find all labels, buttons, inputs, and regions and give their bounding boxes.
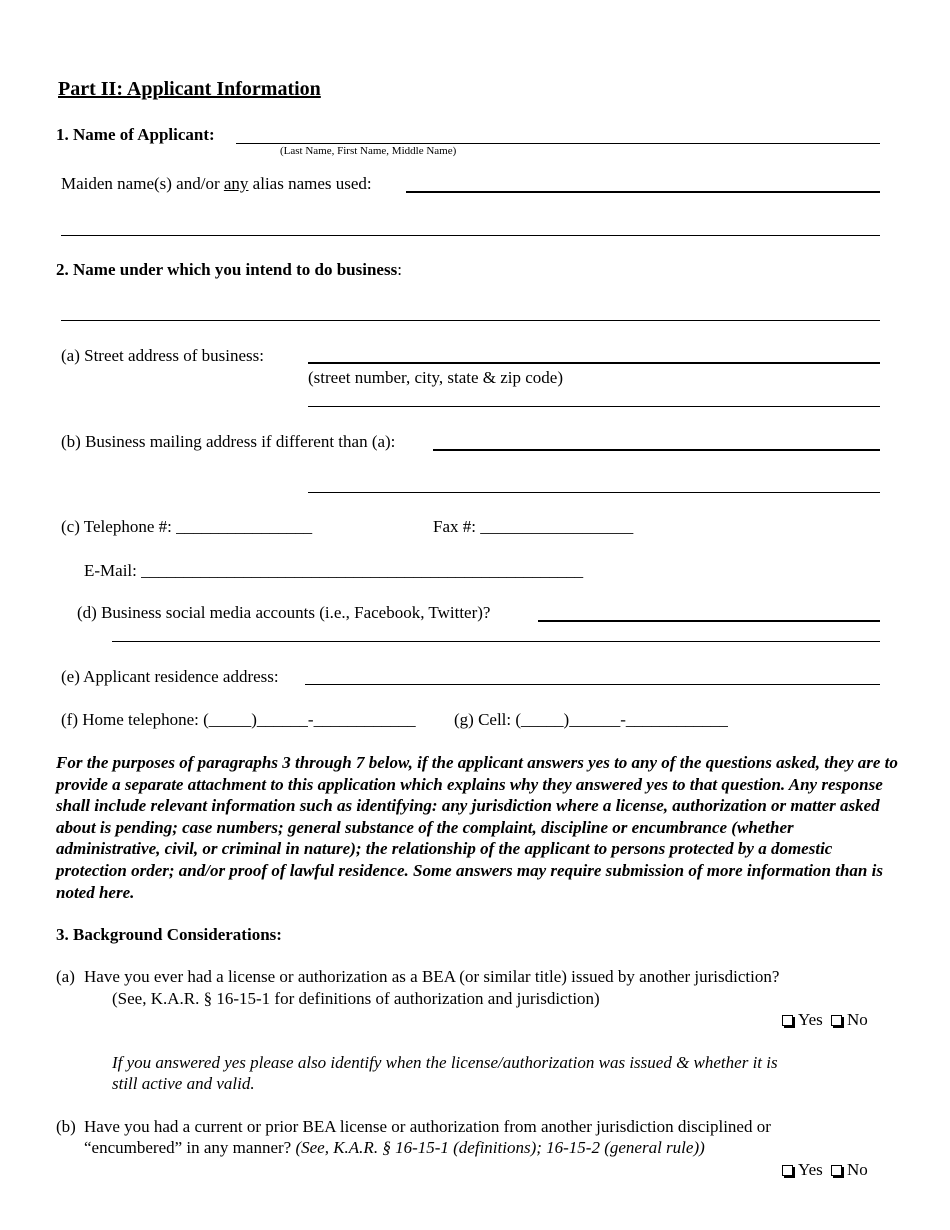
q3b-question: Have you had a current or prior BEA license or authorization from another jurisdiction disciplined or — [84, 1117, 771, 1136]
social-media-field-line-2[interactable] — [112, 641, 880, 642]
q3b-question-line-2: “encumbered” in any manner? (See, K.A.R. § 16-15-1 (definitions); 16-15-2 (general rule)) — [84, 1138, 705, 1157]
social-media-field[interactable] — [538, 620, 880, 622]
background-title: 3. Background Considerations: — [56, 925, 282, 944]
q3b-answer — [782, 1160, 868, 1180]
maiden-name-label: Maiden name(s) and/or any alias names used: — [61, 174, 372, 193]
q3a-marker: (a) — [56, 967, 75, 986]
q3a-followup-line-1: If you answered yes please also identify when the license/authorization was issued & whether it is — [112, 1053, 778, 1072]
street-address-label: (a) Street address of business: — [61, 346, 265, 365]
q3b-no-checkbox[interactable]: No — [831, 1160, 868, 1179]
business-name-label: 2. Name under which you intend to do business: — [56, 260, 402, 279]
page-title: Part II: Applicant Information — [58, 78, 321, 100]
email-field[interactable]: E-Mail: ____________________________________________________ — [84, 561, 584, 580]
street-address-hint: (street number, city, state & zip code) — [308, 368, 564, 387]
instructions-paragraph: For the purposes of paragraphs 3 through 7 below, if the applicant answers yes to any of the questions asked, they are to provide a separate attachment to this application which explains why they answered yes to that question. Any response shall include relevant information such as identifying: any jurisdiction where a license, authorization or matter asked about is pending; case numbers; general substance of the complaint, discipline or encumbrance (whether administrative, civil, or criminal in nature); the relationship of the applicant to persons protected by a domestic protection order; and/or proof of lawful residence. Some answers may require submission of more information than is noted here. — [56, 753, 898, 902]
home-telephone-field[interactable]: (f) Home telephone: (_____)______-____________ — [61, 710, 416, 729]
street-address-field-line-2[interactable] — [308, 406, 880, 407]
mailing-address-label: (b) Business mailing address if different than (a): — [61, 432, 396, 451]
checkbox-icon — [782, 1015, 793, 1026]
street-address-field[interactable] — [308, 362, 880, 364]
fax-field[interactable]: Fax #: __________________ — [433, 517, 634, 536]
q3a-followup-line-2: still active and valid. — [112, 1074, 255, 1093]
q3a-answer — [782, 1010, 868, 1030]
residence-address-label: (e) Applicant residence address: — [61, 667, 279, 686]
q3a-question: Have you ever had a license or authorization as a BEA (or similar title) issued by another jurisdiction? — [84, 967, 780, 986]
cell-field[interactable]: (g) Cell: (_____)______-____________ — [454, 710, 728, 729]
social-media-label: (d) Business social media accounts (i.e., Facebook, Twitter)? — [77, 603, 491, 622]
applicant-name-hint: (Last Name, First Name, Middle Name) — [280, 145, 457, 157]
business-name-field[interactable] — [61, 320, 880, 321]
q3b-marker: (b) — [56, 1117, 76, 1136]
checkbox-icon — [782, 1165, 793, 1176]
checkbox-icon — [831, 1165, 842, 1176]
checkbox-icon — [831, 1015, 842, 1026]
q3a-yes-checkbox[interactable]: Yes — [782, 1010, 823, 1029]
q3a-reference: (See, K.A.R. § 16-15-1 for definitions of authorization and jurisdiction) — [112, 989, 600, 1008]
q3b-yes-checkbox[interactable]: Yes — [782, 1160, 823, 1179]
maiden-name-field[interactable] — [406, 191, 880, 193]
applicant-name-field[interactable] — [236, 143, 880, 144]
mailing-address-field-line-2[interactable] — [308, 492, 880, 493]
residence-address-field[interactable] — [305, 684, 880, 685]
applicant-name-label: 1. Name of Applicant: — [56, 125, 215, 144]
telephone-field[interactable]: (c) Telephone #: ________________ — [61, 517, 313, 536]
q3a-no-checkbox[interactable]: No — [831, 1010, 868, 1029]
mailing-address-field[interactable] — [433, 449, 880, 451]
maiden-name-field-line-2[interactable] — [61, 235, 880, 236]
